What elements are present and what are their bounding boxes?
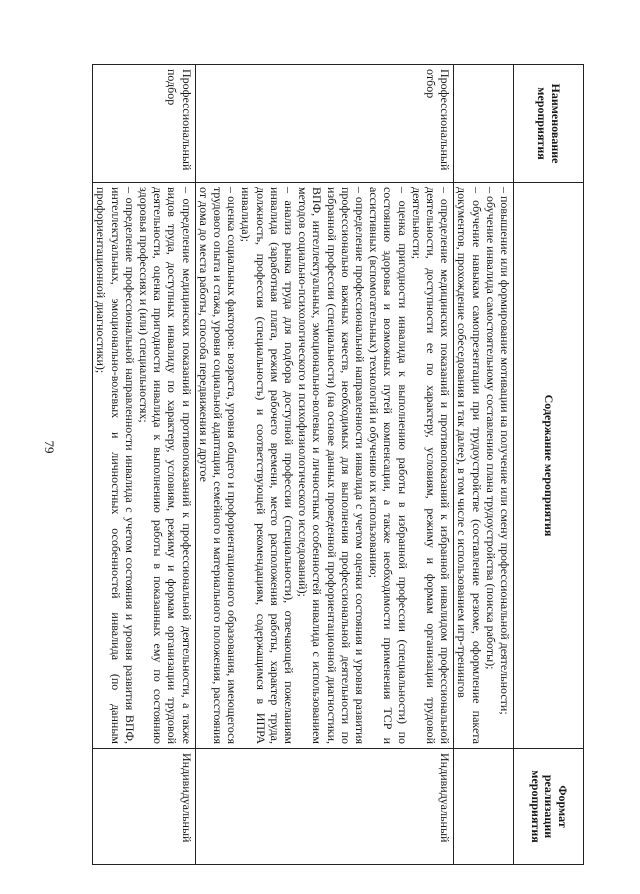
header-format: Формат реализации мероприятия	[514, 749, 584, 865]
row-format	[454, 749, 514, 865]
rotated-content	[64, 64, 584, 864]
row-name: Профессиональный подбор	[93, 65, 195, 183]
list-item: – определение профессиональной направленности инвалида с учетом оценки состояния и уровня развития профессионально важных качеств, необходимых для выполнения профессиональной деятельности по избранной профессии (специальности) (на основе данных проведенной профориентационной диагностики, ВПФ, интеллектуальных, эмоционально-волевых и личностных особенностей инвалида с использованием методов социально-психологического и психофизиологического исследований);	[296, 187, 367, 744]
table-row	[195, 65, 454, 865]
table-header-row	[514, 65, 584, 865]
row-format: Индивидуальный	[195, 749, 454, 865]
list-item: – обучение навыкам самопрезентации при трудоустройстве (составление резюме, оформление пакета документов, прохождение собеседования и так далее), в том числе с использованием игр-тренингов	[455, 187, 483, 744]
header-name: Наименование мероприятия	[514, 65, 584, 183]
row-content	[454, 183, 514, 749]
table-row	[454, 65, 514, 865]
list-item: – определение профессиональной направленности инвалида с учетом состояния и уровня развития ВПФ, интеллектуальных, эмоционально-волевых и личностных особенностей инвалида (по данным профориентационной диагностики);	[94, 187, 137, 744]
events-table	[92, 64, 584, 865]
row-name: Профессиональный отбор	[195, 65, 454, 183]
header-content: Содержание мероприятия	[514, 183, 584, 749]
list-item: – повышение или формирование мотивации на получение или смену профессиональной деятельности;	[498, 187, 512, 744]
row-format: Индивидуальный	[93, 749, 195, 865]
table-row	[93, 65, 195, 865]
page-number: 79	[42, 440, 57, 454]
row-name	[454, 65, 514, 183]
row-content	[195, 183, 454, 749]
row-content	[93, 183, 195, 749]
list-item: – анализ рынка труда для подбора доступной профессии (специальности), отвечающей пожеланиям инвалида (заработная плата, режим рабочего времени, место расположения работы, характер труда, должность, профессия (специальность) и соответствующей рекомендациям, содержащимся в ИПРА инвалида);	[239, 187, 296, 744]
list-item: – оценка пригодности инвалида к выполнению работы в избранной профессии (специальности) по состоянию здоровья и возможных путей компенсации, а также необходимости применения ТСР и ассистивных (вспомогательных) технологий и обучению их использованию;	[367, 187, 410, 744]
list-item: – обучение инвалида самостоятельному составлению плана трудоустройства (поиска работы);	[484, 187, 498, 744]
list-item: – определение медицинских показаний и противопоказаний к профессиональной деятельности, а также видов труда, доступных инвалиду по характеру, условиям, режиму и формам организации трудовой деятельности, оценка пригодности инвалида к выполнению работы в показанных ему по состоянию здоровья профессиях и (или) специальностях;	[137, 187, 194, 744]
list-item: – определение медицинских показаний и противопоказаний к избранной инвалидом профессиональной деятельности, доступности ее по характеру, условиям, режиму и формам организации трудовой деятельности;	[410, 187, 453, 744]
list-item: – оценка социальных факторов: возраста, уровня общего и профориентационного образования, имеющегося трудового опыта и стажа, уровня социальной адаптации, семейного и материального положения, расстояния от дома до места работы, способа передвижения и другое	[197, 187, 240, 744]
rotated-page	[64, 64, 584, 864]
